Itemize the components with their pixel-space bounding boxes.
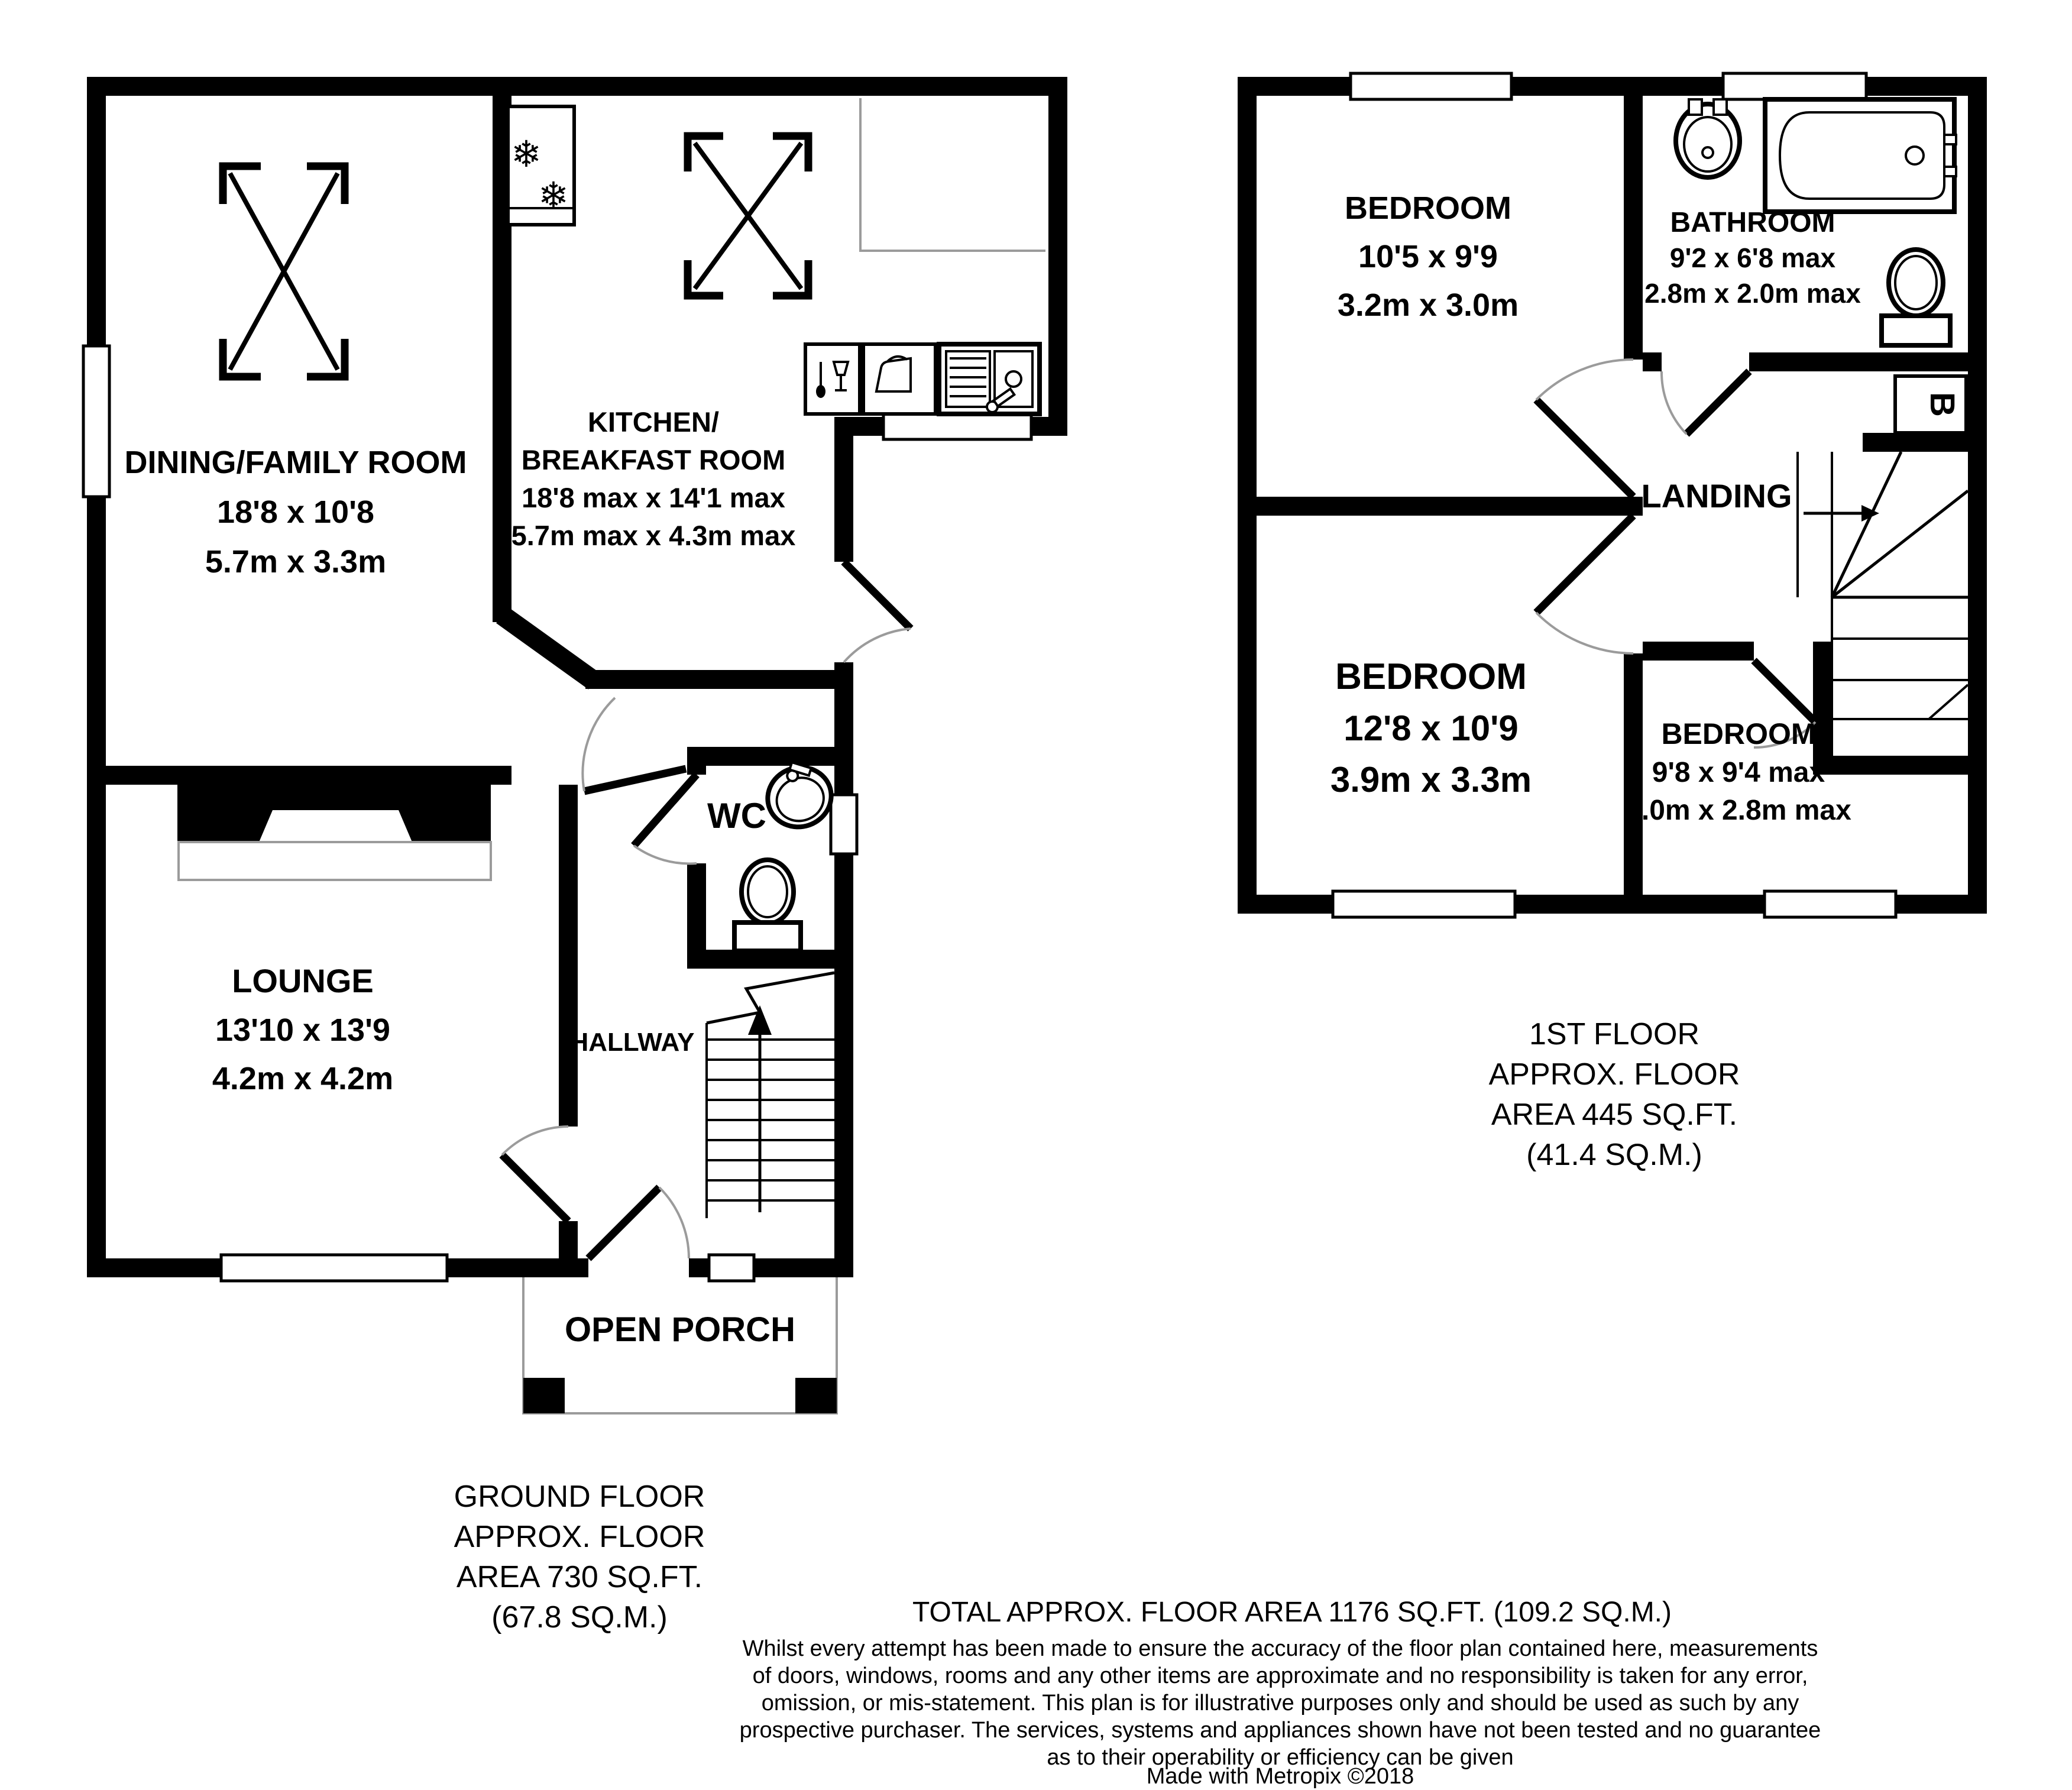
wall [559, 1221, 578, 1258]
wall [1238, 77, 1257, 914]
svg-text:9'8 x 9'4 max: 9'8 x 9'4 max [1652, 757, 1825, 788]
svg-text:AREA 730 SQ.FT.: AREA 730 SQ.FT. [456, 1560, 703, 1594]
bathroom-toilet-icon [1882, 250, 1950, 345]
svg-text:APPROX. FLOOR: APPROX. FLOOR [1488, 1057, 1740, 1092]
disclaimer-text [740, 1636, 1821, 1770]
window-bathroom [1723, 73, 1866, 99]
svg-text:prospective purchaser. The ser: prospective purchaser. The services, systems and appliances shown have not been tested and no guarantee [739, 1718, 1821, 1743]
door-opening [588, 1258, 689, 1277]
svg-text:BEDROOM: BEDROOM [1345, 190, 1511, 226]
wall [1968, 77, 1987, 914]
window-bedroom-front [1351, 73, 1511, 99]
dishwasher-icon [805, 344, 860, 414]
svg-text:9'2 x 6'8 max: 9'2 x 6'8 max [1669, 242, 1836, 273]
footer [740, 1597, 1821, 1789]
window-bedroom-main [1333, 891, 1515, 917]
dining-hall-door [582, 698, 686, 791]
svg-text:BEDROOM: BEDROOM [1661, 717, 1816, 750]
svg-text:BREAKFAST ROOM: BREAKFAST ROOM [521, 444, 786, 475]
boiler-label: B [1923, 392, 1961, 417]
svg-text:omission, or mis-statement. Th: omission, or mis-statement. This plan is for illustrative purposes only and should be used as such by any [761, 1691, 1799, 1715]
svg-text:1ST FLOOR: 1ST FLOOR [1529, 1017, 1700, 1051]
svg-text:(67.8 SQ.M.): (67.8 SQ.M.) [491, 1600, 668, 1634]
first-floor-caption [1489, 1017, 1740, 1172]
wall [1813, 642, 1832, 775]
svg-text:as to their operability or eff: as to their operability or efficiency can be given [1047, 1745, 1514, 1770]
wall [1863, 433, 1987, 452]
svg-text:GROUND FLOOR: GROUND FLOOR [454, 1480, 705, 1514]
bedroom-front-door [1536, 360, 1633, 497]
svg-text:18'8 max x 14'1 max: 18'8 max x 14'1 max [522, 482, 785, 513]
label-bedroom-main [1330, 656, 1532, 799]
svg-text:12'8 x 10'9: 12'8 x 10'9 [1343, 708, 1519, 748]
wall [585, 670, 834, 689]
first-floor-plan [1238, 73, 1987, 1172]
back-door [844, 562, 911, 662]
window-hallway [709, 1255, 754, 1281]
svg-text:DINING/FAMILY ROOM: DINING/FAMILY ROOM [124, 445, 467, 480]
stairs-up-arrow-icon [748, 1005, 772, 1035]
svg-text:❄: ❄ [511, 134, 542, 175]
label-open-porch: OPEN PORCH [565, 1310, 795, 1349]
bathroom-door [1662, 371, 1749, 434]
label-lounge [212, 962, 393, 1096]
hearth [179, 842, 491, 880]
label-hallway: HALLWAY [569, 1028, 695, 1057]
svg-text:KITCHEN/: KITCHEN/ [588, 406, 719, 438]
wall [1048, 77, 1067, 436]
porch-post [523, 1378, 565, 1413]
window-bedroom-rear [1765, 891, 1896, 917]
credit-text: Made with Metropix ©2018 [1146, 1764, 1414, 1789]
svg-text:APPROX. FLOOR: APPROX. FLOOR [454, 1520, 705, 1554]
lounge-door [502, 1127, 568, 1221]
wall [559, 785, 578, 1127]
appliance-icon [863, 344, 935, 414]
wall [1624, 653, 1643, 914]
fireplace-opening [259, 810, 412, 842]
counter-line [860, 98, 1045, 251]
bedroom-main-door [1536, 516, 1633, 653]
wall-diagonal [502, 615, 594, 681]
room-cross-symbol-icon [223, 166, 345, 377]
wall [87, 766, 511, 785]
svg-text:2.8m x 2.0m max: 2.8m x 2.0m max [1644, 278, 1861, 309]
svg-text:3.0m x 2.8m max: 3.0m x 2.8m max [1626, 795, 1851, 826]
svg-text:18'8 x 10'8: 18'8 x 10'8 [217, 494, 374, 530]
wc-toilet-icon [734, 860, 801, 951]
svg-text:❄: ❄ [538, 176, 569, 216]
label-kitchen-breakfast-room [511, 406, 796, 551]
label-bathroom [1644, 207, 1861, 309]
wall [1624, 96, 1643, 360]
boiler-icon [1895, 376, 1966, 433]
wall [87, 77, 1067, 96]
svg-text:AREA 445 SQ.FT.: AREA 445 SQ.FT. [1491, 1098, 1738, 1132]
svg-text:3.2m x 3.0m: 3.2m x 3.0m [1337, 287, 1519, 323]
door-opening [834, 562, 853, 662]
svg-text:Whilst every attempt has been: Whilst every attempt has been made to ensure the accuracy of the floor plan contained here, measurements [742, 1636, 1818, 1661]
wall [687, 747, 834, 766]
wall [1643, 642, 1754, 661]
wall [87, 77, 106, 1277]
bathroom-sink-icon [1676, 99, 1740, 177]
svg-text:10'5 x 9'9: 10'5 x 9'9 [1358, 239, 1498, 274]
door-opening [1662, 352, 1749, 371]
label-dining-family-room [124, 445, 467, 580]
svg-text:4.2m x 4.2m: 4.2m x 4.2m [212, 1061, 394, 1096]
wall [1257, 497, 1643, 516]
svg-text:(41.4 SQ.M.): (41.4 SQ.M.) [1526, 1138, 1702, 1172]
wall [1813, 756, 1987, 775]
svg-text:BEDROOM: BEDROOM [1335, 656, 1527, 697]
room-cross-symbol-icon [688, 136, 808, 296]
ground-floor-plan [83, 77, 1067, 1634]
svg-text:13'10 x 13'9: 13'10 x 13'9 [215, 1012, 390, 1048]
window-dining [83, 346, 109, 497]
svg-text:3.9m x 3.3m: 3.9m x 3.3m [1330, 760, 1532, 799]
label-bedroom-front [1338, 190, 1519, 323]
window-kitchen [883, 413, 1031, 439]
stairs-icon [707, 973, 834, 1218]
ground-floor-caption [454, 1480, 705, 1634]
svg-text:of doors, windows, rooms and a: of doors, windows, rooms and any other items are approximate and no responsibility is taken for any error, [752, 1663, 1808, 1688]
freezer-icon [508, 106, 574, 225]
label-landing: LANDING [1641, 477, 1792, 514]
svg-text:LOUNGE: LOUNGE [232, 962, 374, 999]
front-door [588, 1187, 689, 1258]
total-area-text: TOTAL APPROX. FLOOR AREA 1176 SQ.FT. (109.2 SQ.M.) [912, 1597, 1672, 1628]
bath-icon [1765, 99, 1956, 212]
porch-post [795, 1378, 837, 1413]
window-wc [831, 795, 857, 854]
kitchen-sink-icon [939, 344, 1040, 414]
svg-text:5.7m x 3.3m: 5.7m x 3.3m [205, 544, 387, 580]
svg-text:5.7m max x 4.3m max: 5.7m max x 4.3m max [511, 520, 796, 551]
door-opening [687, 775, 706, 863]
label-wc: WC [707, 796, 766, 836]
svg-text:BATHROOM: BATHROOM [1670, 207, 1835, 238]
window-lounge [221, 1255, 447, 1281]
